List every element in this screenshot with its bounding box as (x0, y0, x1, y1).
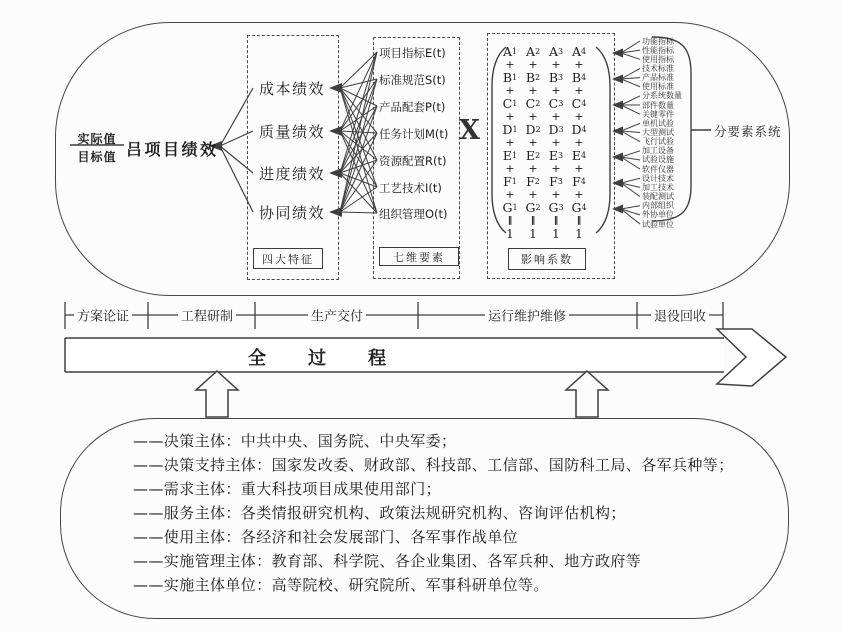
seven-item: 工艺技术I(t) (379, 181, 442, 195)
sub-elements-system-label: 分要素系统 (714, 124, 782, 139)
coefficient-letter: F (572, 174, 581, 189)
sub-element-item: 使用指标 (642, 54, 674, 64)
plus-sign: + (574, 58, 584, 71)
sub-element-item: 飞行试验 (642, 137, 674, 147)
coefficient-letter: E (525, 148, 536, 163)
sub-element-item: 加工设备 (642, 146, 674, 156)
plus-sign: + (528, 136, 538, 149)
multiply-symbol: X (459, 115, 480, 146)
coefficient-subscript: 1 (512, 73, 518, 82)
fraction-numerator: 实际值 (77, 132, 117, 146)
seven-item: 标准规范S(t) (379, 73, 446, 87)
plus-sign: + (574, 188, 584, 201)
coefficient-subscript: 1 (512, 99, 518, 108)
plus-sign: + (551, 162, 561, 175)
stakeholder-line: ——决策主体：中共中央、国务院、中央军委； (133, 432, 457, 450)
coefficient-subscript: 1 (511, 177, 517, 186)
stakeholder-line: ——实施管理主体：教育部、科学院、各企业集团、各军兵种、地方政府等 (133, 552, 642, 570)
plus-sign: + (551, 188, 561, 201)
project-performance-label: 吕项目绩效 (126, 140, 219, 159)
coefficient-subscript: 4 (581, 73, 587, 82)
sub-element-item: 设计技术 (642, 173, 674, 183)
coefficient-letter: A (502, 44, 512, 59)
coefficient-letter: E (571, 148, 582, 163)
coefficient-letter: G (548, 200, 559, 215)
coefficient-letter: B (525, 70, 536, 85)
coefficient-subscript: 2 (535, 203, 541, 212)
coefficient-letter: D (571, 122, 582, 137)
matrix-column (566, 45, 592, 240)
equals-sign: ‖ (553, 215, 559, 226)
sub-element-item: 性能指标 (642, 45, 674, 55)
equals-sign: ‖ (507, 215, 513, 226)
plus-sign: + (528, 188, 538, 201)
coefficient-subscript: 3 (558, 73, 564, 82)
stakeholder-line: ——需求主体：重大科技项目成果使用部门； (133, 480, 442, 498)
coefficient-subscript: 4 (581, 203, 587, 212)
coefficient-letter: G (571, 200, 582, 215)
coefficient-subscript: 3 (558, 125, 564, 134)
coefficient-subscript: 1 (512, 151, 518, 160)
sub-element-item: 技术标准 (642, 63, 674, 73)
coefficient-subscript: 1 (512, 125, 518, 134)
plus-sign: + (551, 84, 561, 97)
column-sum: 1 (506, 226, 514, 241)
matrix-coefficient (566, 45, 592, 58)
matrix-coefficient (566, 201, 592, 214)
coefficient-subscript: 3 (557, 47, 564, 56)
matrix-coefficient (566, 97, 592, 110)
coefficient-letter: E (502, 148, 513, 163)
seven-item: 资源配置R(t) (379, 154, 447, 168)
coefficient-subscript: 2 (535, 125, 541, 134)
plus-sign: + (551, 58, 561, 71)
stakeholder-line: ——使用主体：各经济和社会发展部门、各军事作战单位 (133, 528, 519, 546)
sub-element-item: 软件仪器 (642, 164, 674, 174)
coefficient-subscript: 2 (535, 73, 541, 82)
plus-sign: + (574, 162, 584, 175)
coefficient-subscript: 3 (558, 151, 564, 160)
matrix-coefficient (566, 149, 592, 162)
plus-sign: + (505, 136, 515, 149)
plus-sign: + (528, 110, 538, 123)
timeline-phase: 方案论证 (74, 306, 132, 325)
sub-element-item: 试验设施 (642, 155, 674, 165)
coefficient-letter: G (502, 200, 513, 215)
column-sum: 1 (575, 226, 583, 241)
four-item: 进度绩效 (258, 165, 325, 183)
timeline-phase: 运行维护维修 (485, 306, 569, 325)
plus-sign: + (505, 84, 515, 97)
seven-item: 组织管理O(t) (379, 207, 448, 221)
seven-elements-label: 七维要素 (379, 247, 459, 266)
coefficient-letter: A (525, 44, 535, 59)
plus-sign: + (574, 110, 584, 123)
sub-element-item: 大型测试 (642, 128, 674, 137)
coefficient-letter: C (571, 96, 582, 111)
sub-element-item: 部件数量 (642, 100, 674, 110)
coefficient-letter: D (548, 122, 559, 137)
equals-sign: ‖ (530, 215, 536, 226)
coefficient-subscript: 3 (558, 203, 564, 212)
column-sum: 1 (529, 226, 537, 241)
coefficient-letter: F (549, 174, 558, 189)
plus-sign: + (528, 84, 538, 97)
column-sum: 1 (552, 226, 560, 241)
coefficient-subscript: 4 (580, 47, 587, 56)
stakeholder-line: ——实施主体单位：高等院校、研究院所、军事科研单位等。 (133, 576, 549, 594)
timeline-phase: 工程研制 (178, 306, 236, 325)
plus-sign: + (574, 136, 584, 149)
coefficient-letter: C (525, 96, 536, 111)
matrix-coefficient (566, 123, 592, 136)
plus-sign: + (551, 110, 561, 123)
coefficient-letter: B (548, 70, 559, 85)
seven-item: 任务计划M(t) (379, 127, 449, 141)
matrix-coefficient (566, 71, 592, 84)
plus-sign: + (574, 84, 584, 97)
coefficient-letter: C (548, 96, 559, 111)
stakeholder-line: ——服务主体：各类情报研究机构、政策法规研究机构、咨询评估机构； (133, 504, 626, 522)
sub-element-item: 使用标准 (642, 82, 674, 92)
coefficient-subscript: 4 (581, 99, 587, 108)
coefficient-letter: G (525, 200, 536, 215)
seven-item: 项目指标E(t) (379, 46, 446, 60)
sub-element-item: 内部组织 (642, 201, 674, 211)
plus-sign: + (505, 162, 515, 175)
sub-element-item: 关键零件 (642, 109, 674, 119)
influence-coefficients-label: 影响系数 (508, 248, 586, 270)
coefficient-subscript: 1 (512, 203, 518, 212)
plus-sign: + (505, 188, 515, 201)
coefficient-letter: F (526, 174, 535, 189)
coefficient-letter: D (525, 122, 536, 137)
sub-element-item: 功能指标 (642, 36, 674, 46)
plus-sign: + (505, 110, 515, 123)
plus-sign: + (528, 162, 538, 175)
sub-element-item: 试验单位 (642, 219, 674, 229)
coefficient-letter: B (571, 70, 582, 85)
matrix-coefficient (566, 175, 592, 188)
timeline-phase: 退役回收 (651, 306, 709, 325)
sub-element-item: 分系统数量 (642, 91, 682, 101)
sub-element-item: 装配测试 (642, 192, 674, 202)
coefficient-letter: A (548, 44, 558, 59)
seven-item: 产品配套P(t) (379, 100, 446, 114)
four-characteristics-label: 四大特征 (253, 248, 323, 269)
four-item: 协同绩效 (258, 204, 325, 222)
stakeholder-line: ——决策支持主体：国家发改委、财政部、科技部、工信部、国防科工局、各军兵种等； (133, 456, 734, 474)
coefficient-subscript: 4 (581, 151, 587, 160)
coefficient-subscript: 2 (535, 99, 541, 108)
sub-element-item: 外协单位 (642, 210, 674, 220)
coefficient-subscript: 2 (535, 151, 541, 160)
coefficient-subscript: 2 (534, 47, 541, 56)
four-item: 质量绩效 (258, 123, 325, 141)
coefficient-subscript: 3 (558, 99, 564, 108)
process-band-title: 全 过 程 (248, 348, 388, 369)
coefficient-letter: D (502, 122, 513, 137)
four-item: 成本绩效 (258, 80, 325, 98)
sub-element-item: 产品标准 (642, 73, 674, 83)
coefficient-letter: F (503, 174, 512, 189)
coefficient-subscript: 1 (511, 47, 518, 56)
sub-element-item: 单机试验 (642, 118, 674, 128)
equals-sign: ‖ (576, 215, 582, 226)
coefficient-letter: E (548, 148, 559, 163)
coefficient-letter: A (571, 44, 581, 59)
coefficient-subscript: 4 (581, 125, 587, 134)
coefficient-letter: B (502, 70, 513, 85)
fraction-denominator: 目标值 (77, 150, 117, 164)
plus-sign: + (528, 58, 538, 71)
coefficient-subscript: 2 (534, 177, 540, 186)
timeline-phase: 生产交付 (308, 306, 366, 325)
plus-sign: + (551, 136, 561, 149)
coefficient-subscript: 4 (580, 177, 586, 186)
coefficient-subscript: 3 (557, 177, 563, 186)
plus-sign: + (505, 58, 515, 71)
coefficient-letter: C (502, 96, 513, 111)
sub-element-item: 加工技术 (642, 182, 674, 192)
